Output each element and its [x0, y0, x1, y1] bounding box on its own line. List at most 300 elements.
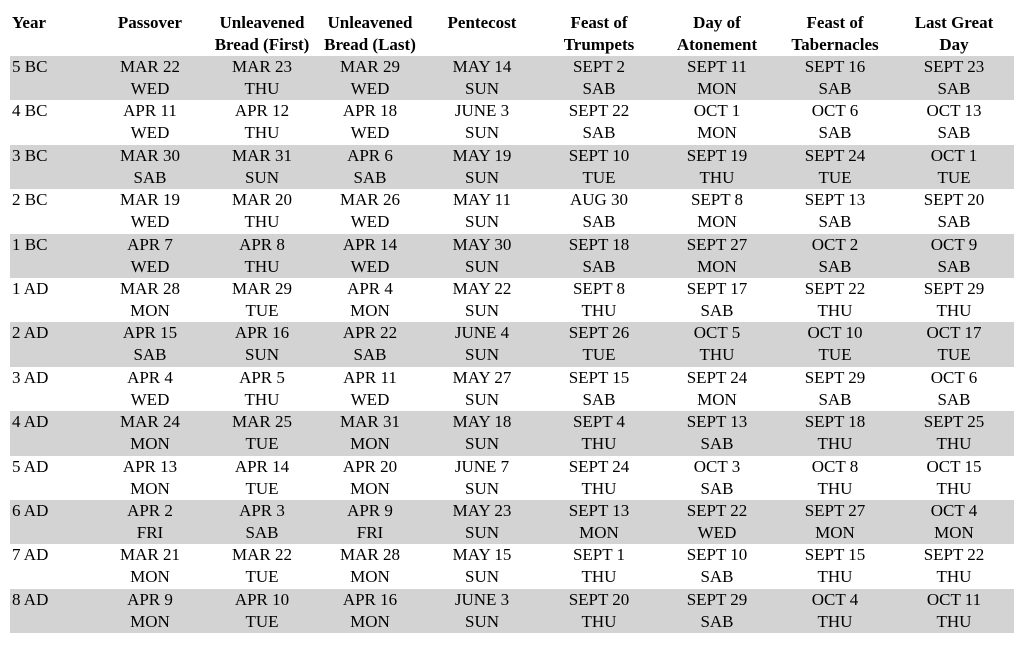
year-cell: 2 AD — [10, 322, 92, 366]
date-text: SEPT 8 — [572, 278, 626, 298]
date-text: APR 14 — [234, 456, 290, 476]
day-of-atonement-cell — [658, 367, 776, 411]
date-text: APR 10 — [234, 589, 290, 609]
date-text: MAY 18 — [452, 412, 512, 432]
date-text: OCT 3 — [693, 456, 741, 476]
date-text: MAR 24 — [120, 412, 180, 432]
date-text: OCT 10 — [807, 323, 863, 343]
date-text: APR 9 — [347, 500, 393, 520]
passover-cell — [92, 544, 208, 588]
column-header-line-1: Unleavened — [219, 13, 305, 32]
feast-of-trumpets-cell — [540, 145, 658, 189]
date-text: SEPT 17 — [686, 278, 748, 298]
column-header-line-1: Feast of — [570, 13, 628, 32]
column-header-feast-of-tabernacles — [776, 12, 894, 56]
weekday-text: SAB — [582, 212, 616, 232]
weekday-text: TUE — [937, 167, 971, 187]
year-cell: 4 AD — [10, 411, 92, 455]
weekday-text: SAB — [700, 478, 734, 498]
date-text: MAY 27 — [452, 367, 512, 387]
day-of-atonement-cell — [658, 411, 776, 455]
feast-of-tabernacles-cell — [776, 500, 894, 544]
year-cell: 5 AD — [12, 456, 49, 476]
date-text: SEPT 24 — [568, 456, 630, 476]
pentecost-cell — [424, 589, 540, 633]
date-text: SEPT 18 — [568, 234, 630, 254]
date-text: SEPT 8 — [690, 190, 744, 210]
date-text: OCT 17 — [926, 323, 982, 343]
weekday-text: SAB — [937, 79, 971, 98]
weekday-text: MON — [130, 611, 170, 631]
table-row — [10, 500, 1014, 544]
year-cell: 4 BC — [12, 101, 48, 121]
feast-of-trumpets-cell — [540, 411, 658, 455]
weekday-text: MON — [934, 522, 974, 542]
pentecost-cell — [424, 500, 540, 544]
year-cell: 6 AD — [10, 500, 92, 544]
date-text: MAR 31 — [232, 145, 292, 165]
date-text: JUNE 3 — [454, 589, 510, 609]
weekday-text: SAB — [133, 167, 167, 187]
feast-of-tabernacles-cell — [776, 278, 894, 322]
date-text: SEPT 24 — [804, 145, 866, 165]
feast-of-tabernacles-cell — [776, 100, 894, 144]
date-text: APR 4 — [347, 278, 393, 298]
date-text: OCT 4 — [930, 500, 978, 520]
unleavened-bread-last-cell — [316, 189, 424, 233]
weekday-text: TUE — [245, 478, 279, 498]
weekday-text: SAB — [818, 212, 852, 232]
unleavened-bread-first-cell — [208, 234, 316, 278]
passover-cell — [92, 322, 208, 366]
date-text: MAY 22 — [452, 278, 512, 298]
column-header-line-2: Day — [939, 35, 969, 54]
unleavened-bread-last-cell — [316, 544, 424, 588]
weekday-text: THU — [244, 212, 280, 232]
date-text: SEPT 23 — [923, 57, 985, 76]
feast-of-tabernacles-cell — [776, 367, 894, 411]
unleavened-bread-first-cell — [208, 411, 316, 455]
weekday-text: THU — [699, 167, 735, 187]
column-header-line-1: Pentecost — [447, 13, 517, 32]
table-row — [10, 544, 1014, 588]
year-cell: 8 AD — [10, 589, 92, 633]
feast-of-trumpets-cell — [540, 56, 658, 100]
date-text: APR 11 — [343, 367, 397, 387]
column-header-line-1: Unleavened — [327, 13, 413, 32]
date-text: JUNE 7 — [454, 456, 510, 476]
column-header-line-2: Trumpets — [563, 35, 635, 54]
weekday-text: THU — [936, 300, 972, 320]
weekday-text: SAB — [818, 256, 852, 276]
weekday-text: THU — [936, 478, 972, 498]
weekday-text: THU — [817, 300, 853, 320]
pentecost-cell — [424, 234, 540, 278]
date-text: MAR 22 — [232, 545, 292, 565]
weekday-text: SUN — [464, 389, 499, 409]
year-cell: 2 BC — [12, 190, 48, 210]
table-header — [10, 12, 1014, 56]
weekday-text: THU — [581, 434, 617, 454]
weekday-text: SAB — [353, 167, 387, 187]
day-of-atonement-cell — [658, 189, 776, 233]
weekday-text: TUE — [582, 345, 616, 365]
weekday-text: MON — [697, 389, 737, 409]
date-text: MAR 29 — [340, 57, 400, 76]
year-cell: 5 BC — [10, 56, 92, 100]
weekday-text: SUN — [464, 567, 499, 587]
unleavened-bread-last-cell — [316, 56, 424, 100]
table-row — [10, 589, 1014, 633]
date-text: MAR 22 — [120, 57, 180, 76]
pentecost-cell — [424, 544, 540, 588]
column-header-unleavened-bread-last — [316, 12, 424, 56]
date-text: MAY 11 — [452, 190, 512, 210]
weekday-text: MON — [697, 212, 737, 232]
weekday-text: THU — [581, 611, 617, 631]
weekday-text: FRI — [356, 522, 384, 542]
passover-cell — [92, 100, 208, 144]
feast-calendar-table-wrapper — [10, 12, 1014, 633]
day-of-atonement-cell — [658, 322, 776, 366]
weekday-text: SAB — [582, 123, 616, 143]
column-header-passover — [92, 12, 208, 56]
date-text: APR 14 — [342, 234, 398, 254]
weekday-text: MON — [579, 522, 619, 542]
date-text: APR 15 — [122, 323, 178, 343]
table-row — [10, 322, 1014, 366]
weekday-text: SAB — [700, 611, 734, 631]
weekday-text: TUE — [937, 345, 971, 365]
feast-of-trumpets-cell — [540, 189, 658, 233]
weekday-text: SAB — [133, 345, 167, 365]
weekday-text: FRI — [136, 522, 164, 542]
table-row — [10, 367, 1014, 411]
date-text: APR 3 — [239, 500, 285, 520]
date-text: AUG 30 — [569, 190, 629, 210]
table-row — [10, 456, 1014, 500]
date-text: OCT 8 — [811, 456, 859, 476]
column-header-feast-of-trumpets — [540, 12, 658, 56]
day-of-atonement-cell — [658, 56, 776, 100]
date-text: MAY 15 — [452, 545, 512, 565]
passover-cell — [92, 234, 208, 278]
date-text: JUNE 4 — [454, 323, 510, 343]
table-row — [10, 145, 1014, 189]
date-text: MAY 19 — [452, 145, 512, 165]
unleavened-bread-last-cell — [316, 322, 424, 366]
unleavened-bread-last-cell — [316, 456, 424, 500]
pentecost-cell — [424, 322, 540, 366]
weekday-text: WED — [130, 389, 170, 409]
column-header-line-1: Passover — [117, 13, 183, 32]
date-text: APR 11 — [123, 101, 177, 121]
date-text: APR 4 — [127, 367, 173, 387]
pentecost-cell — [424, 145, 540, 189]
date-text: OCT 1 — [693, 101, 741, 121]
table-row — [10, 189, 1014, 233]
weekday-text: MON — [130, 434, 170, 454]
weekday-text: WED — [130, 123, 170, 143]
unleavened-bread-first-cell — [208, 456, 316, 500]
feast-of-tabernacles-cell — [776, 189, 894, 233]
date-text: SEPT 10 — [568, 145, 630, 165]
weekday-text: WED — [350, 389, 390, 409]
weekday-text: THU — [699, 345, 735, 365]
passover-cell — [92, 278, 208, 322]
weekday-text: TUE — [818, 167, 852, 187]
unleavened-bread-last-cell — [316, 589, 424, 633]
date-text: SEPT 13 — [804, 190, 866, 210]
date-text: APR 5 — [239, 367, 285, 387]
feast-calendar-table — [10, 12, 1014, 633]
weekday-text: THU — [244, 256, 280, 276]
weekday-text: THU — [581, 478, 617, 498]
unleavened-bread-first-cell — [208, 278, 316, 322]
last-great-day-cell — [894, 234, 1014, 278]
feast-of-trumpets-cell — [540, 278, 658, 322]
date-text: MAR 21 — [120, 545, 180, 565]
weekday-text: MON — [350, 567, 390, 587]
year-cell: 7 AD — [12, 545, 49, 565]
last-great-day-cell — [894, 544, 1014, 588]
date-text: SEPT 20 — [923, 190, 985, 210]
date-text: MAY 14 — [452, 57, 512, 76]
feast-of-trumpets-cell — [540, 322, 658, 366]
column-header-line-1: Day of — [693, 13, 741, 32]
feast-of-tabernacles-cell — [776, 56, 894, 100]
table-row — [10, 278, 1014, 322]
date-text: MAR 25 — [232, 412, 292, 432]
date-text: MAR 29 — [232, 278, 292, 298]
weekday-text: SAB — [818, 79, 852, 98]
weekday-text: WED — [350, 212, 390, 232]
date-text: APR 16 — [342, 589, 398, 609]
unleavened-bread-first-cell — [208, 500, 316, 544]
date-text: SEPT 25 — [923, 412, 985, 432]
weekday-text: MON — [815, 522, 855, 542]
weekday-text: MON — [350, 300, 390, 320]
weekday-text: SAB — [937, 123, 971, 143]
weekday-text: MON — [130, 300, 170, 320]
weekday-text: MON — [350, 434, 390, 454]
date-text: APR 2 — [127, 500, 173, 520]
weekday-text: WED — [697, 522, 737, 542]
feast-of-tabernacles-cell — [776, 544, 894, 588]
weekday-text: THU — [817, 611, 853, 631]
weekday-text: SAB — [582, 389, 616, 409]
passover-cell — [92, 367, 208, 411]
weekday-text: MON — [130, 478, 170, 498]
last-great-day-cell — [894, 367, 1014, 411]
date-text: OCT 5 — [693, 323, 741, 343]
year-cell: 1 BC — [10, 234, 92, 278]
unleavened-bread-first-cell — [208, 589, 316, 633]
weekday-text: SAB — [582, 256, 616, 276]
date-text: SEPT 22 — [686, 500, 748, 520]
column-header-line-1: Last Great — [914, 13, 994, 32]
column-header-day-of-atonement — [658, 12, 776, 56]
unleavened-bread-last-cell — [316, 500, 424, 544]
pentecost-cell — [424, 189, 540, 233]
weekday-text: SUN — [464, 611, 499, 631]
date-text: APR 9 — [127, 589, 173, 609]
feast-of-trumpets-cell — [540, 500, 658, 544]
unleavened-bread-last-cell — [316, 411, 424, 455]
date-text: SEPT 13 — [686, 412, 748, 432]
weekday-text: SAB — [937, 256, 971, 276]
feast-of-tabernacles-cell — [776, 589, 894, 633]
weekday-text: THU — [244, 79, 280, 98]
weekday-text: SAB — [937, 212, 971, 232]
date-text: SEPT 26 — [568, 323, 630, 343]
date-text: SEPT 29 — [686, 589, 748, 609]
date-text: OCT 6 — [811, 101, 859, 121]
weekday-text: SAB — [700, 300, 734, 320]
weekday-text: MON — [697, 256, 737, 276]
unleavened-bread-first-cell — [208, 544, 316, 588]
date-text: SEPT 15 — [804, 545, 866, 565]
last-great-day-cell — [894, 322, 1014, 366]
feast-of-trumpets-cell — [540, 367, 658, 411]
date-text: SEPT 27 — [686, 234, 748, 254]
unleavened-bread-first-cell — [208, 100, 316, 144]
unleavened-bread-last-cell — [316, 100, 424, 144]
unleavened-bread-first-cell — [208, 322, 316, 366]
weekday-text: WED — [350, 79, 390, 98]
date-text: SEPT 29 — [923, 278, 985, 298]
date-text: MAR 31 — [340, 412, 400, 432]
column-header-last-great-day — [894, 12, 1014, 56]
header-row — [10, 12, 1014, 56]
date-text: APR 6 — [347, 145, 393, 165]
date-text: SEPT 10 — [686, 545, 748, 565]
date-text: MAR 20 — [232, 190, 292, 210]
date-text: OCT 2 — [811, 234, 859, 254]
feast-of-tabernacles-cell — [776, 234, 894, 278]
weekday-text: SAB — [245, 522, 279, 542]
weekday-text: SUN — [464, 300, 499, 320]
last-great-day-cell — [894, 100, 1014, 144]
date-text: APR 22 — [342, 323, 398, 343]
date-text: SEPT 4 — [572, 412, 626, 432]
table-row — [10, 234, 1014, 278]
weekday-text: TUE — [245, 611, 279, 631]
weekday-text: TUE — [245, 434, 279, 454]
unleavened-bread-last-cell — [316, 367, 424, 411]
last-great-day-cell — [894, 56, 1014, 100]
weekday-text: SAB — [353, 345, 387, 365]
date-text: OCT 6 — [930, 367, 978, 387]
feast-of-trumpets-cell — [540, 100, 658, 144]
column-header-line-1: Feast of — [806, 13, 864, 32]
date-text: SEPT 11 — [687, 57, 747, 76]
passover-cell — [92, 145, 208, 189]
pentecost-cell — [424, 100, 540, 144]
weekday-text: THU — [581, 300, 617, 320]
feast-of-tabernacles-cell — [776, 411, 894, 455]
column-header-year — [10, 12, 92, 56]
date-text: SEPT 22 — [568, 101, 630, 121]
weekday-text: WED — [130, 79, 170, 98]
column-header-line-2: Bread (Last) — [324, 35, 416, 54]
weekday-text: THU — [817, 434, 853, 454]
date-text: MAR 28 — [340, 545, 400, 565]
day-of-atonement-cell — [658, 145, 776, 189]
weekday-text: MON — [350, 611, 390, 631]
weekday-text: SUN — [464, 212, 499, 232]
date-text: OCT 13 — [926, 101, 982, 121]
passover-cell — [92, 411, 208, 455]
column-header-line-2: Bread (First) — [214, 35, 310, 54]
date-text: SEPT 20 — [568, 589, 630, 609]
weekday-text: SAB — [700, 434, 734, 454]
weekday-text: THU — [581, 567, 617, 587]
date-text: OCT 4 — [811, 589, 859, 609]
weekday-text: THU — [244, 123, 280, 143]
weekday-text: WED — [130, 256, 170, 276]
weekday-text: SUN — [464, 79, 499, 98]
date-text: SEPT 13 — [568, 500, 630, 520]
weekday-text: SAB — [818, 389, 852, 409]
weekday-text: THU — [936, 567, 972, 587]
date-text: SEPT 19 — [686, 145, 748, 165]
unleavened-bread-last-cell — [316, 234, 424, 278]
day-of-atonement-cell — [658, 100, 776, 144]
date-text: SEPT 24 — [686, 367, 748, 387]
pentecost-cell — [424, 56, 540, 100]
feast-of-trumpets-cell — [540, 234, 658, 278]
date-text: MAY 30 — [452, 234, 512, 254]
weekday-text: THU — [817, 478, 853, 498]
weekday-text: SUN — [464, 345, 499, 365]
date-text: APR 13 — [122, 456, 178, 476]
feast-of-trumpets-cell — [540, 544, 658, 588]
column-header-unleavened-bread-first — [208, 12, 316, 56]
date-text: OCT 9 — [930, 234, 978, 254]
year-cell: 3 AD — [12, 367, 49, 387]
date-text: SEPT 18 — [804, 412, 866, 432]
last-great-day-cell — [894, 278, 1014, 322]
date-text: MAR 23 — [232, 57, 292, 76]
column-header-line-1: Year — [12, 13, 46, 32]
table-body — [10, 56, 1014, 633]
column-header-line-2: Tabernacles — [791, 35, 879, 54]
weekday-text: TUE — [245, 567, 279, 587]
weekday-text: SUN — [244, 167, 279, 187]
day-of-atonement-cell — [658, 589, 776, 633]
table-row — [10, 56, 1014, 100]
weekday-text: SUN — [464, 434, 499, 454]
column-header-line-2: Atonement — [676, 35, 758, 54]
unleavened-bread-first-cell — [208, 189, 316, 233]
weekday-text: MON — [130, 567, 170, 587]
table-row — [10, 411, 1014, 455]
weekday-text: SAB — [818, 123, 852, 143]
weekday-text: WED — [350, 256, 390, 276]
weekday-text: SUN — [464, 256, 499, 276]
pentecost-cell — [424, 411, 540, 455]
weekday-text: WED — [350, 123, 390, 143]
weekday-text: TUE — [582, 167, 616, 187]
unleavened-bread-first-cell — [208, 145, 316, 189]
feast-of-tabernacles-cell — [776, 145, 894, 189]
unleavened-bread-first-cell — [208, 367, 316, 411]
last-great-day-cell — [894, 589, 1014, 633]
date-text: MAR 30 — [120, 145, 180, 165]
feast-of-trumpets-cell — [540, 456, 658, 500]
feast-of-tabernacles-cell — [776, 322, 894, 366]
